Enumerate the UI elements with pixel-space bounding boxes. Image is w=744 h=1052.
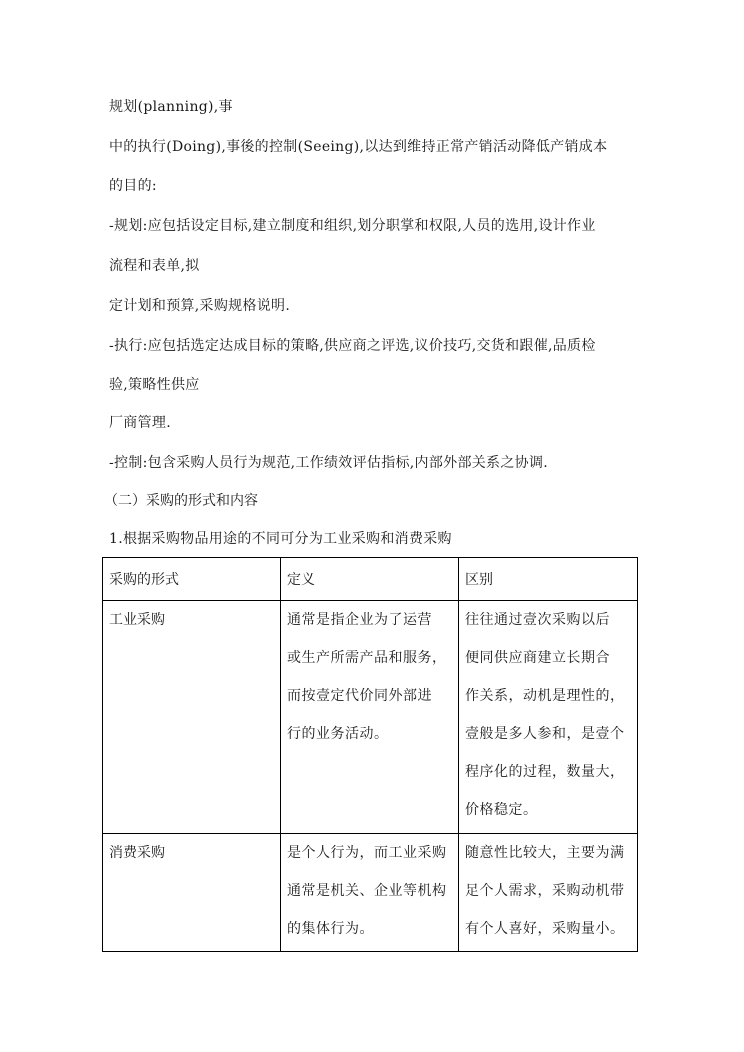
table-row <box>103 834 638 952</box>
paragraph-line: -控制:包含采购人员行为规范,工作绩效评估指标,内部外部关系之协调. <box>109 455 548 471</box>
definition-line: 或生产所需产品和服务， <box>287 650 447 666</box>
paragraph-line: -执行:应包括选定达成目标的策略,供应商之评选,议价技巧,交货和跟催,品质检 <box>109 338 596 354</box>
form-label: 消费采购 <box>109 845 165 861</box>
difference-line: 作关系，动机是理性的， <box>465 688 625 704</box>
purchase-form-table <box>102 557 638 952</box>
paragraph-line: -规划:应包括设定目标,建立制度和组织,划分职掌和权限,人员的选用,设计作业 <box>109 218 596 234</box>
definition-line: 的集体行为。 <box>287 921 374 937</box>
paragraph-line: 的目的: <box>109 178 157 194</box>
definition-line: 通常是机关、企业等机构 <box>287 883 447 899</box>
paragraph-line: 规划(planning),事 <box>109 99 233 115</box>
table-header-cell: 定义 <box>281 558 459 601</box>
definition-line: 通常是指企业为了运营 <box>287 612 432 628</box>
table-cell-form <box>103 834 281 952</box>
table-cell-definition <box>281 601 459 834</box>
difference-line: 有个人喜好，采购量小。 <box>465 921 625 937</box>
difference-line: 往往通过壹次采购以后 <box>465 612 610 628</box>
difference-line: 便同供应商建立长期合 <box>465 650 610 666</box>
difference-line: 壹般是多人参和，是壹个 <box>465 726 625 742</box>
table-cell-difference <box>459 834 638 952</box>
difference-line: 随意性比较大，主要为满 <box>465 845 625 861</box>
paragraph-line: 定计划和预算,采购规格说明. <box>109 298 291 314</box>
section-heading: （二）采购的形式和内容 <box>104 493 258 509</box>
paragraph-line: 中的执行(Doing),事後的控制(Seeing),以达到维持正常产销活动降低产销成本 <box>109 139 608 155</box>
paragraph-line: 流程和表单,拟 <box>109 258 200 274</box>
table-row <box>103 601 638 834</box>
table-cell-difference <box>459 601 638 834</box>
paragraph-line: 验,策略性供应 <box>109 377 200 393</box>
table-header-row <box>103 558 638 601</box>
table-header-cell: 采购的形式 <box>103 558 281 601</box>
table-cell-definition <box>281 834 459 952</box>
difference-line: 价格稳定。 <box>465 802 538 818</box>
table-cell-form <box>103 601 281 834</box>
difference-line: 程序化的过程，数量大， <box>465 764 625 780</box>
definition-line: 行的业务活动。 <box>287 726 389 742</box>
definition-line: 而按壹定代价同外部进 <box>287 688 432 704</box>
table-header-cell: 区别 <box>459 558 638 601</box>
subheading: 1.根据采购物品用途的不同可分为工业采购和消费采购 <box>109 531 452 547</box>
form-label: 工业采购 <box>109 612 165 628</box>
paragraph-line: 厂商管理. <box>109 415 171 431</box>
definition-line: 是个人行为，而工业采购 <box>287 845 447 861</box>
difference-line: 足个人需求，采购动机带 <box>465 883 625 899</box>
